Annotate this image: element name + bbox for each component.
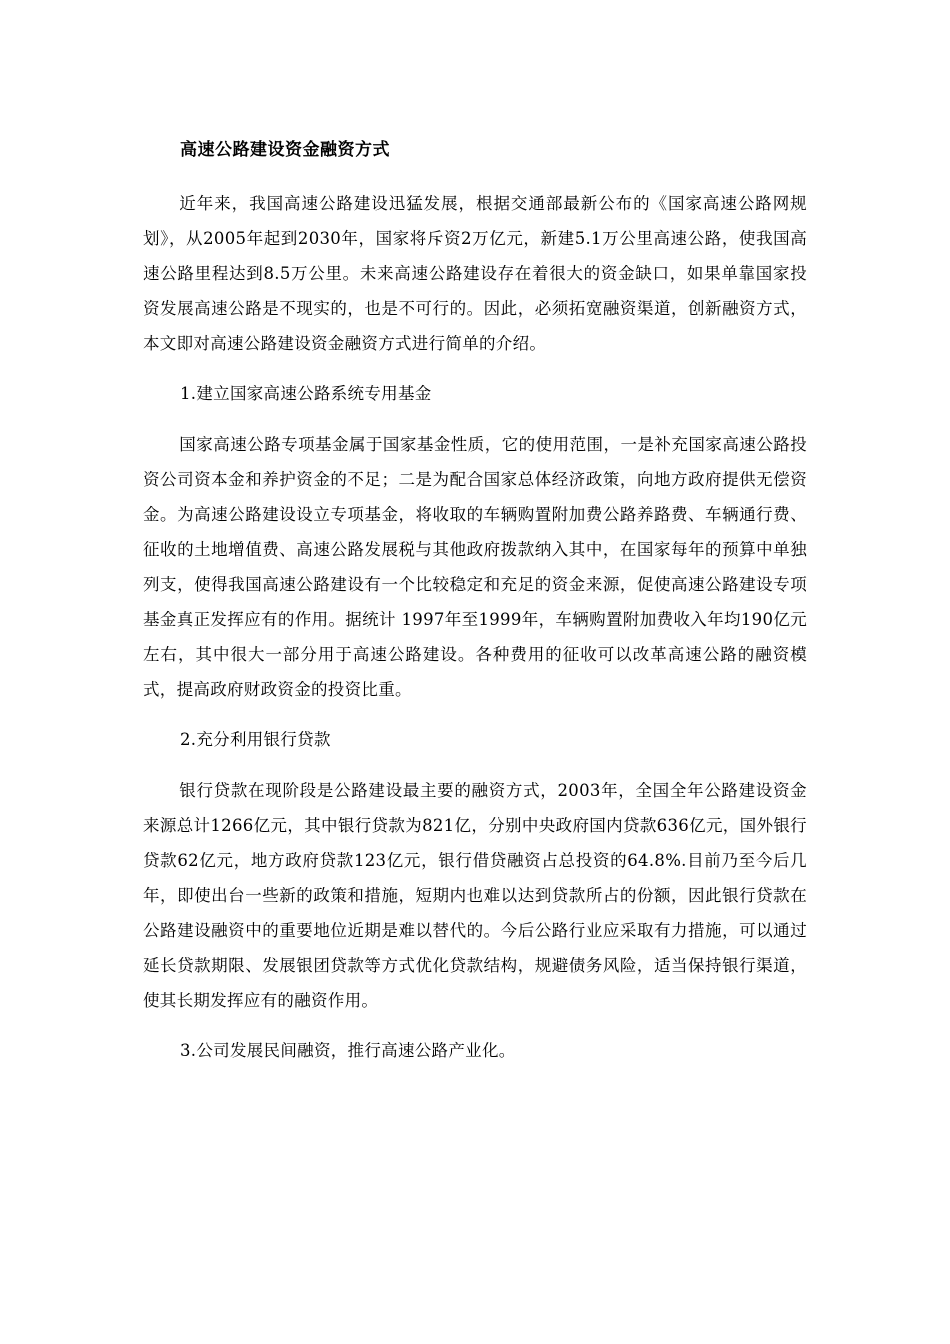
section-3-heading: 3.公司发展民间融资，推行高速公路产业化。 bbox=[180, 1041, 516, 1060]
section-1-heading: 1.建立国家高速公路系统专用基金 bbox=[180, 384, 432, 403]
intro-paragraph: 近年来，我国高速公路建设迅猛发展，根据交通部最新公布的《国家高速公路网规划》，从2005年起到2030年，国家将斥资2万亿元，新建5.1万公里高速公路，使我国高速公路里程达到8.5万公里。未来高速公路建设存在着很大的资金缺口，如果单靠国家投资发展高速公路是不现实的，也是不可行的。因此，必须拓宽融资渠道，创新融资方式，本文即对高速公路建设资金融资方式进行简单的介绍。 bbox=[143, 194, 807, 353]
section-2-heading: 2.充分利用银行贷款 bbox=[180, 730, 331, 749]
document-page bbox=[143, 120, 807, 1063]
document-title: 高速公路建设资金融资方式 bbox=[180, 140, 390, 160]
section-1-body: 国家高速公路专项基金属于国家基金性质，它的使用范围，一是补充国家高速公路投资公司资本金和养护资金的不足；二是为配合国家总体经济政策，向地方政府提供无偿资金。为高速公路建设设立专项基金，将收取的车辆购置附加费公路养路费、车辆通行费、征收的土地增值费、高速公路发展税与其他政府拨款纳入其中，在国家每年的预算中单独列支，使得我国高速公路建设有一个比较稳定和充足的资金来源，促使高速公路建设专项基金真正发挥应有的作用。据统计 1997年至1999年，车辆购置附加费收入年均190亿元左右，其中很大一部分用于高速公路建设。各种费用的征收可以改革高速公路的融资模式，提高政府财政资金的投资比重。 bbox=[143, 435, 807, 699]
section-2-body: 银行贷款在现阶段是公路建设最主要的融资方式，2003年，全国全年公路建设资金来源总计1266亿元，其中银行贷款为821亿，分别中央政府国内贷款636亿元，国外银行贷款62亿元，地方政府贷款123亿元，银行借贷融资占总投资的64.8%.目前乃至今后几年，即使出台一些新的政策和措施，短期内也难以达到贷款所占的份额，因此银行贷款在公路建设融资中的重要地位近期是难以替代的。今后公路行业应采取有力措施，可以通过延长贷款期限、发展银团贷款等方式优化贷款结构，规避债务风险，适当保持银行渠道，使其长期发挥应有的融资作用。 bbox=[143, 781, 807, 1010]
